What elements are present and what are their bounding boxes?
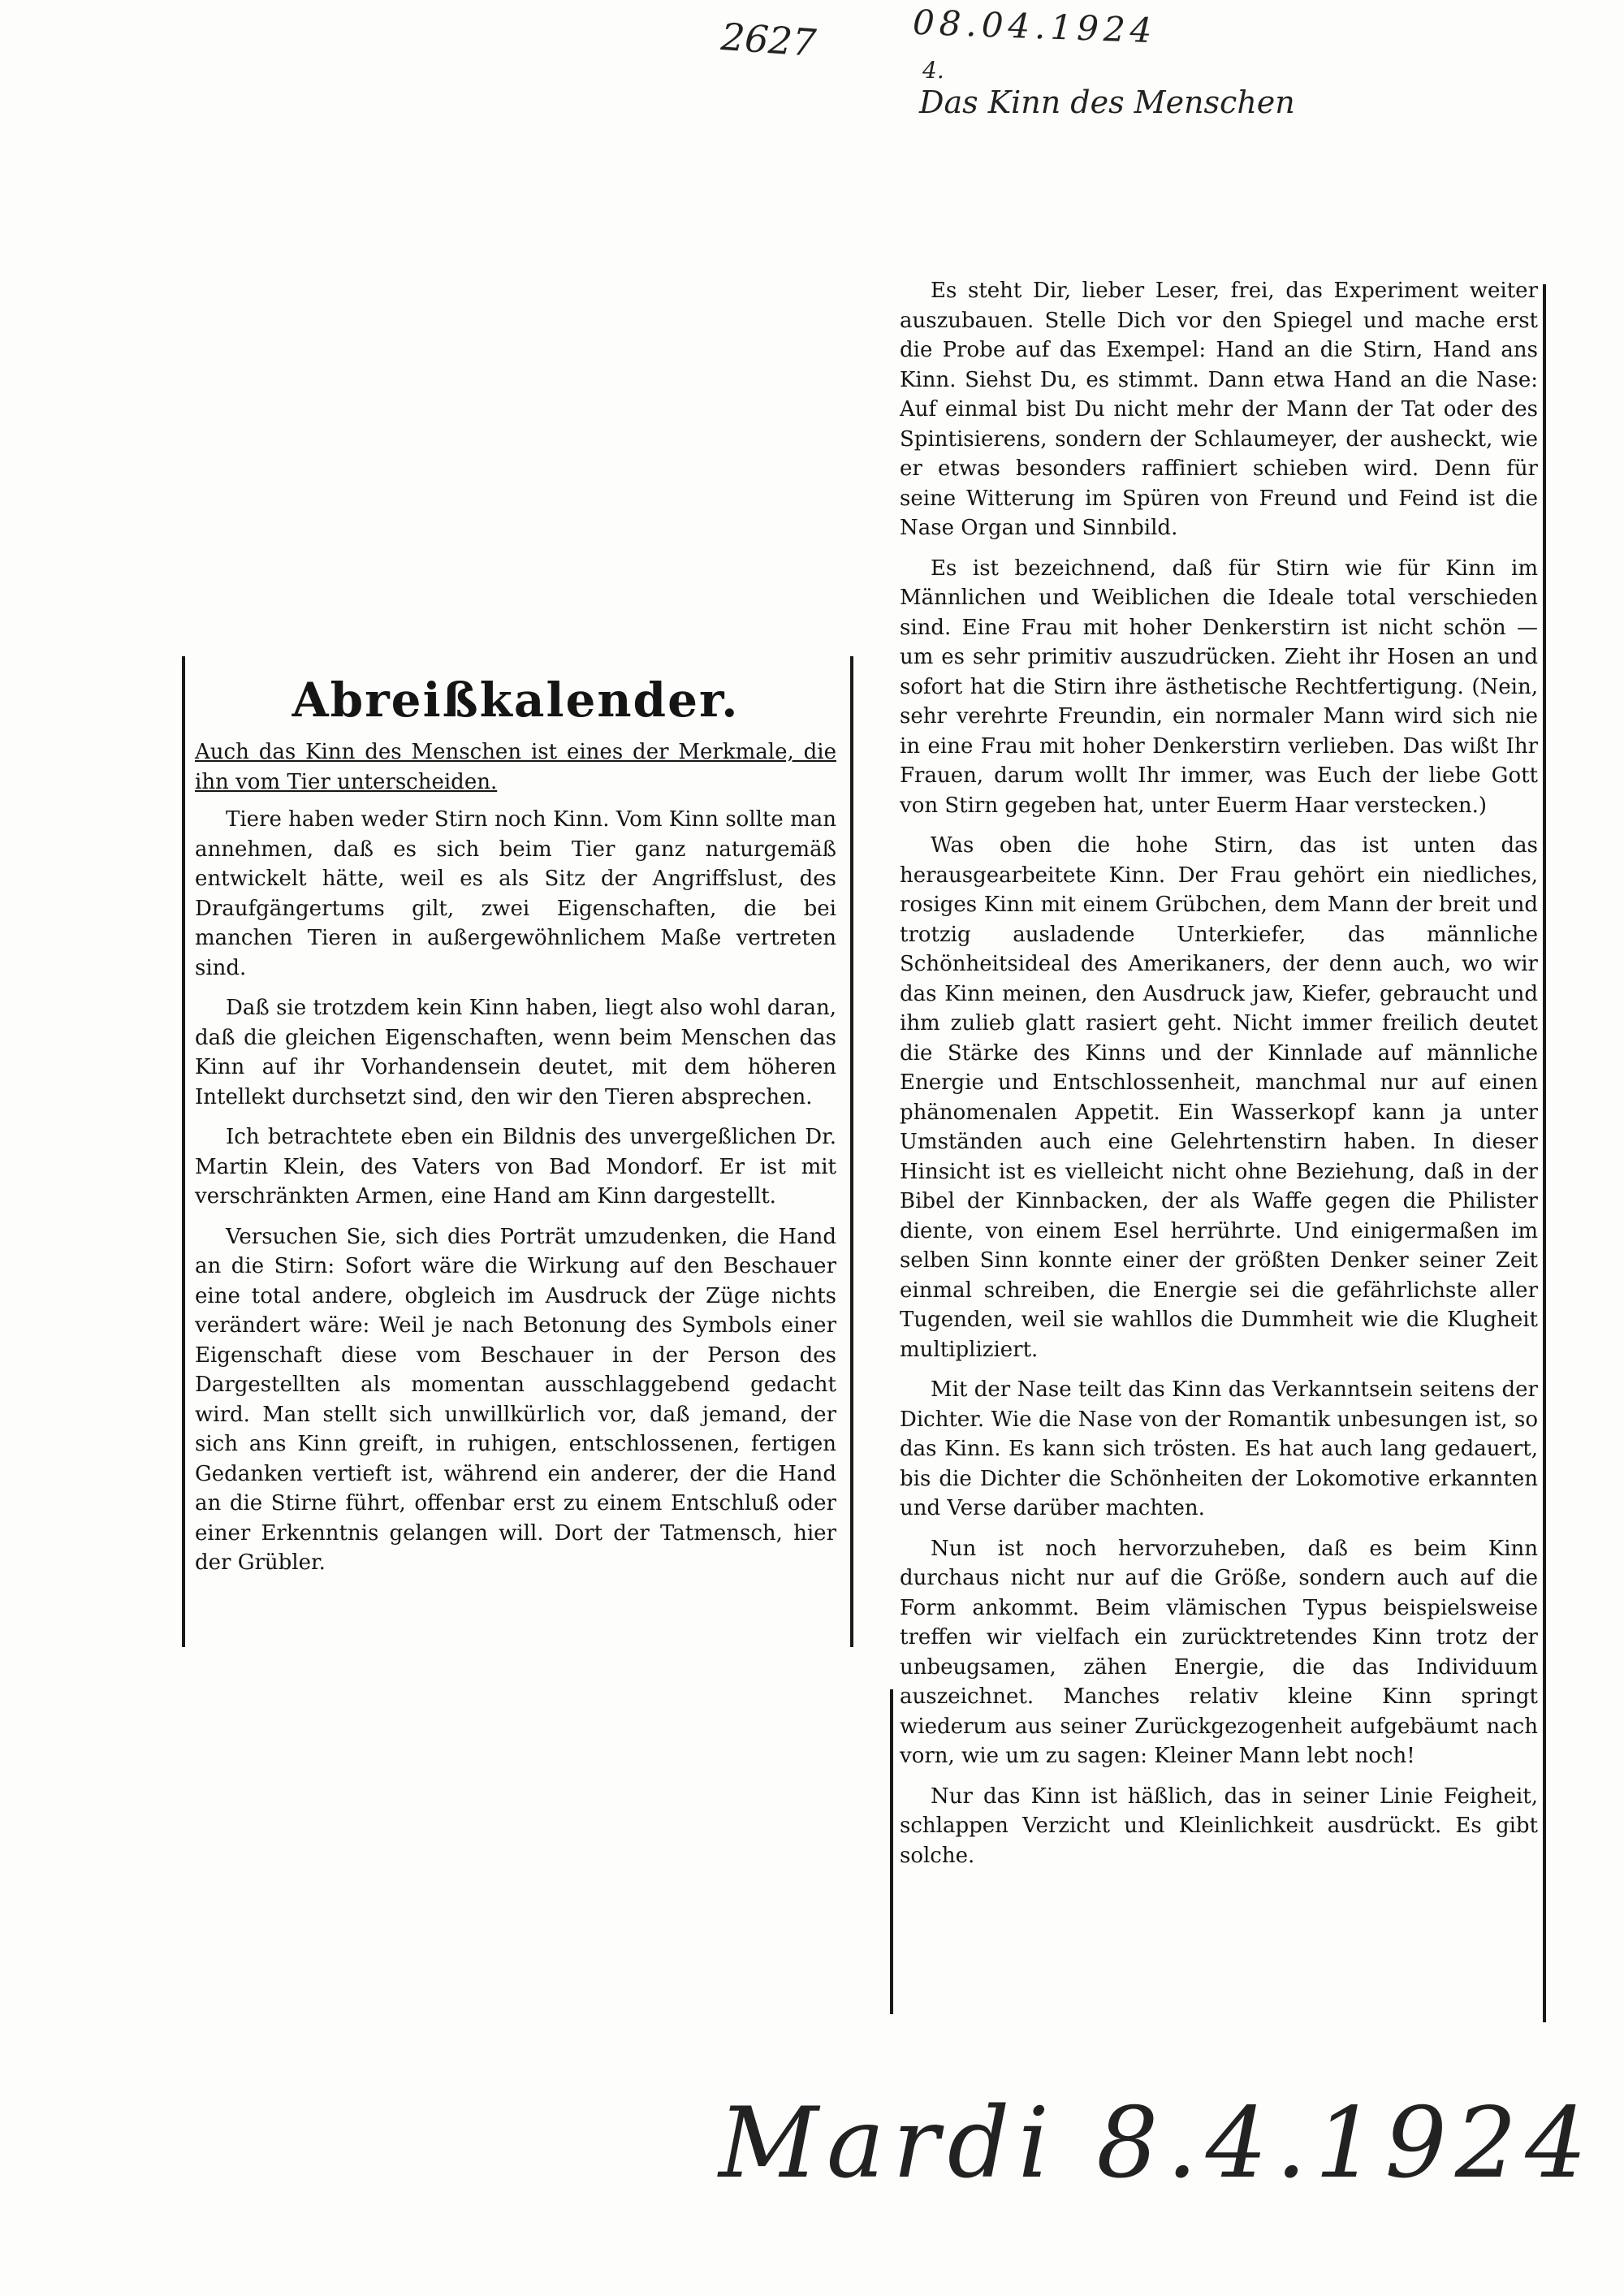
article-paragraph: Nun ist noch hervorzuheben, daß es beim Kinn durchaus nicht nur auf die Größe, sondern auch auf die Form ankommt. Beim vlämischen Typus beispielsweise treffen wir vielfach ein zurücktretendes Kinn trotz der unbeugsamen, zähen Energie, die das Individuum auszeichnet. Manches relativ kleine Kinn springt wiederum aus seiner Zurückgezogenheit aufgebäumt nach vorn, wie um zu sagen: Kleiner Mann lebt noch! [900, 1536, 1538, 1768]
date-stamp-top: 08.04.1924 [912, 2, 1158, 51]
article-paragraph: Tiere haben weder Stirn noch Kinn. Vom Kinn sollte man annehmen, daß es sich beim Tier ganz naturgemäß entwickelt hätte, weil es als Sitz der Angriffslust, des Draufgängertums gilt, zwei Eigenschaften, die bei manchen Tieren in außergewöhnlichem Maße vertreten sind. [195, 807, 836, 980]
date-note-bottom: Mardi 8.4.1924 [719, 2087, 1596, 2200]
reference-mark: 4. [922, 57, 944, 84]
article-paragraph: Mit der Nase teilt das Kinn das Verkanntsein seitens der Dichter. Wie die Nase von der Romantik unbesungen ist, so das Kinn. Es kann sich trösten. Es hat auch lang gedauert, bis die Dichter die Schönheiten der Lokomotive erkannten und Verse darüber machten. [900, 1377, 1538, 1520]
right-column-rule [1543, 284, 1546, 2022]
article-paragraph: Es steht Dir, lieber Leser, frei, das Experiment weiter auszubauen. Stelle Dich vor den Spiegel und mache erst die Probe auf das Exempel: Hand an die Stirn, Hand ans Kinn. Siehst Du, es stimmt. Dann etwa Hand an die Nase: Auf einmal bist Du nicht mehr der Mann der Tat oder des Spintisierens, sondern der Schlaumeyer, der ausheckt, wie er etwas besonders raffiniert schieben wird. Denn für seine Witterung im Spüren von Freund und Feind ist die Nase Organ und Sinnbild. [900, 279, 1538, 540]
article-paragraph: Es ist bezeichnend, daß für Stirn wie für Kinn im Männlichen und Weiblichen die Ideale total verschieden sind. Eine Frau mit hoher Denkerstirn ist nicht schön — um es sehr primitiv auszudrücken. Zieht ihr Hosen an und sofort hat die Stirn ihre ästhetische Rechtfertigung. (Nein, sehr verehrte Freundin, ein normaler Mann wird sich nie in eine Frau mit hoher Denkerstirn verlieben. Das wißt Ihr Frauen, darum wollt Ihr immer, was Euch der liebe Gott von Stirn gegeben hat, unter Euerm Haar verstecken.) [900, 556, 1538, 818]
archive-number: 2627 [719, 14, 818, 66]
left-column-rule [890, 1689, 893, 2014]
article-paragraph: Ich betrachtete eben ein Bildnis des unvergeßlichen Dr. Martin Klein, des Vaters von Bad Mondorf. Er ist mit verschränkten Armen, eine Hand am Kinn dargestellt. [195, 1125, 836, 1209]
article-title: Abreißkalender. [292, 672, 740, 728]
article-paragraph: Versuchen Sie, sich dies Porträt umzudenken, die Hand an die Stirn: Sofort wäre die Wirkung auf den Beschauer eine total andere, obgleich im Ausdruck der Züge nichts verändert wäre: Weil je nach Betonung des Symbols einer Eigenschaft diese vom Beschauer in der Person des Dargestellten als momentan ausschlaggebend gedacht wird. Man stellt sich unwillkürlich vor, daß jemand, der sich ans Kinn greift, in ruhigen, entschlossenen, fertigen Gedanken vertieft ist, während ein anderer, der die Hand an die Stirne führt, offenbar erst zu einem Entschluß oder einer Erkenntnis gelangen will. Dort der Tatmensch, hier der Grübler. [195, 1224, 836, 1575]
right-article [900, 276, 1538, 2030]
left-article [185, 656, 847, 1657]
handwritten-title-note: Das Kinn des Menschen [919, 84, 1295, 120]
article-paragraph: Was oben die hohe Stirn, das ist unten das herausgearbeitete Kinn. Der Frau gehört ein niedliches, rosiges Kinn mit einem Grübchen, dem Mann der breit und trotzig ausladende Unterkiefer, das männliche Schönheitsideal des Amerikaners, der denn auch, wo wir das Kinn meinen, den Ausdruck jaw, Kiefer, gebraucht und ihm zulieb glatt rasiert geht. Nicht immer freilich deutet die Stärke des Kinns und der Kinnlade auf männliche Energie und Entschlossenheit, manchmal nur auf einen phänomenalen Appetit. Ein Wasserkopf kann ja unter Umständen auch eine Gelehrtenstirn haben. In dieser Hinsicht ist es vielleicht nicht ohne Beziehung, daß in der Bibel der Kinnbacken, der als Waffe gegen die Philister diente, von einem Esel herrührte. Und einigermaßen im selben Sinn konnte einer der größten Denker seiner Zeit einmal schreiben, die Energie sei die gefährlichste aller Tugenden, weil sie wahllos die Dummheit wie die Klugheit multipliziert. [900, 833, 1538, 1362]
left-column-rule [182, 656, 185, 1647]
article-paragraph: Nur das Kinn ist häßlich, das in seiner Linie Feigheit, schlappen Verzicht und Kleinlichkeit ausdrückt. Es gibt solche. [900, 1784, 1538, 1868]
article-subtitle: Auch das Kinn des Menschen ist eines der Merkmale, die ihn vom Tier unterscheiden. [195, 740, 836, 794]
article-paragraph: Daß sie trotzdem kein Kinn haben, liegt also wohl daran, daß die gleichen Eigenschaften, wenn beim Menschen das Kinn auf ihr Vorhandensein deutet, mit dem höheren Intellekt durchsetzt sind, den wir den Tieren absprechen. [195, 996, 836, 1109]
right-column-rule [850, 656, 853, 1647]
